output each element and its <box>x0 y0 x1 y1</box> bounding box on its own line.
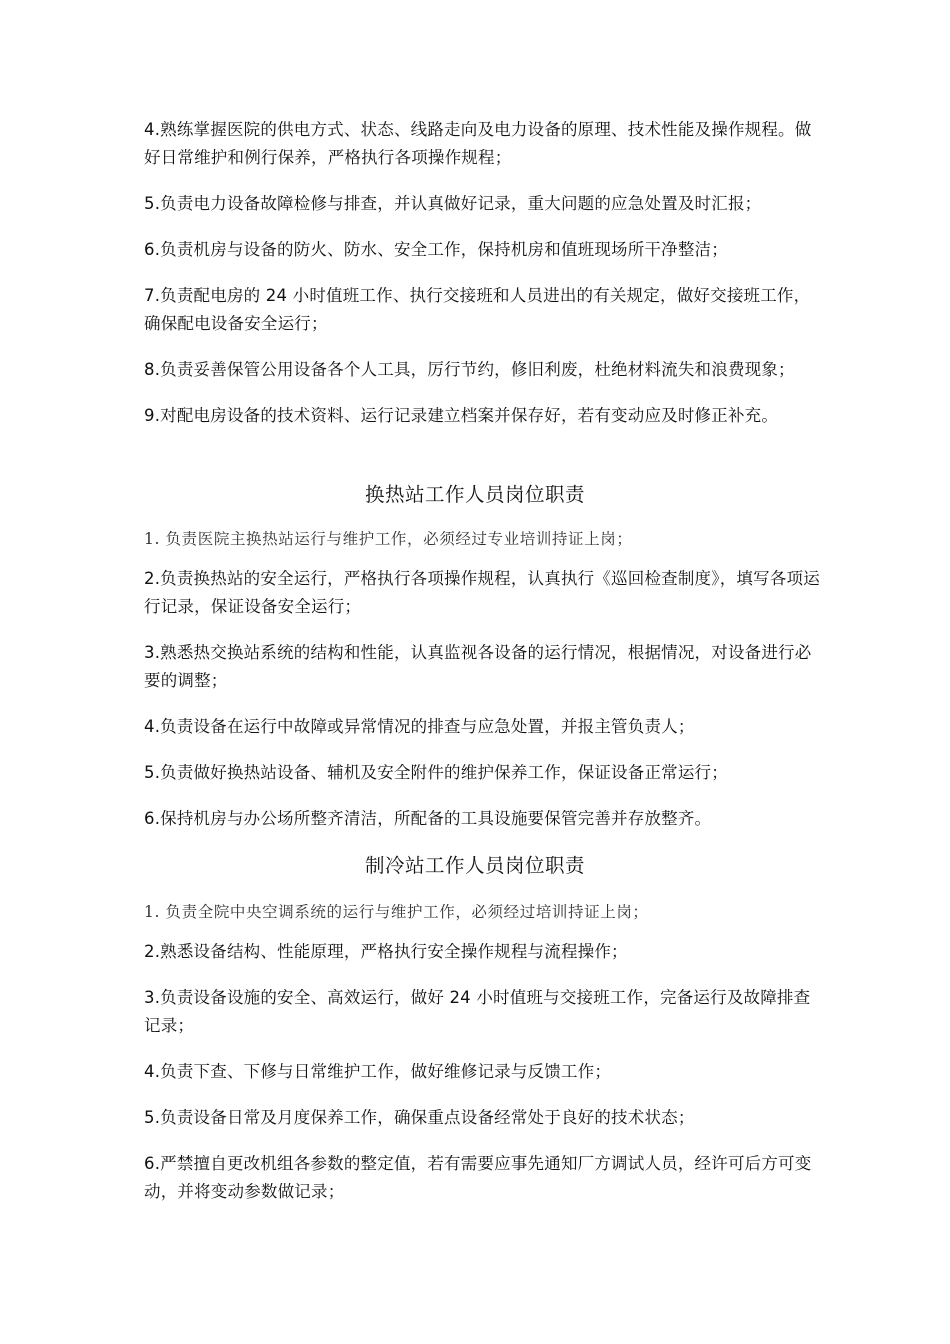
duty-item: 4.负责设备在运行中故障或异常情况的排查与应急处置，并报主管负责人； <box>144 717 695 736</box>
duty-item: 6.负责机房与设备的防火、防水、安全工作，保持机房和值班现场所干净整洁； <box>144 240 728 259</box>
duty-item: 7.负责配电房的 24 小时值班工作、执行交接班和人员进出的有关规定，做好交接班工作，确保配电设备安全运行； <box>144 286 811 333</box>
heat-station-heading: 换热站工作人员岗位职责 <box>364 483 585 506</box>
duty-item: 3.负责设备设施的安全、高效运行，做好 24 小时值班与交接班工作，完备运行及故障排查记录； <box>144 988 811 1035</box>
duty-item: 8.负责妥善保管公用设备各个人工具，厉行节约，修旧利废，杜绝材料流失和浪费现象； <box>144 360 795 379</box>
duty-item: 1. 负责全院中央空调系统的运行与维护工作，必须经过培训持证上岗； <box>144 903 649 921</box>
duty-item: 4.负责下查、下修与日常维护工作，做好维修记录与反馈工作； <box>144 1062 612 1081</box>
cooling-station-heading: 制冷站工作人员岗位职责 <box>364 854 585 877</box>
duty-item: 3.熟悉热交换站系统的结构和性能，认真监视各设备的运行情况，根据情况，对设备进行必要的调整； <box>144 643 812 690</box>
cooling-station-duties-list <box>144 898 824 1224</box>
duty-item: 1. 负责医院主换热站运行与维护工作，必须经过专业培训持证上岗； <box>144 530 633 548</box>
power-duties-list <box>144 116 824 448</box>
duty-item: 2.熟悉设备结构、性能原理，严格执行安全操作规程与流程操作； <box>144 942 628 961</box>
duty-item: 5.负责设备日常及月度保养工作，确保重点设备经常处于良好的技术状态； <box>144 1108 695 1127</box>
heat-station-duties-list <box>144 525 824 851</box>
duty-item: 5.负责做好换热站设备、辅机及安全附件的维护保养工作，保证设备正常运行； <box>144 763 728 782</box>
duty-item: 5.负责电力设备故障检修与排查，并认真做好记录，重大问题的应急处置及时汇报； <box>144 194 762 213</box>
duty-item: 4.熟练掌握医院的供电方式、状态、线路走向及电力设备的原理、技术性能及操作规程。做好日常维护和例行保养，严格执行各项操作规程； <box>144 120 812 167</box>
duty-item: 6.严禁擅自更改机组各参数的整定值，若有需要应事先通知厂方调试人员，经许可后方可变动，并将变动参数做记录； <box>144 1154 812 1201</box>
duty-item: 2.负责换热站的安全运行，严格执行各项操作规程，认真执行《巡回检查制度》，填写各项运行记录，保证设备安全运行； <box>144 569 820 616</box>
duty-item: 9.对配电房设备的技术资料、运行记录建立档案并保存好，若有变动应及时修正补充。 <box>144 406 779 425</box>
duty-item: 6.保持机房与办公场所整齐清洁，所配备的工具设施要保管完善并存放整齐。 <box>144 809 712 828</box>
